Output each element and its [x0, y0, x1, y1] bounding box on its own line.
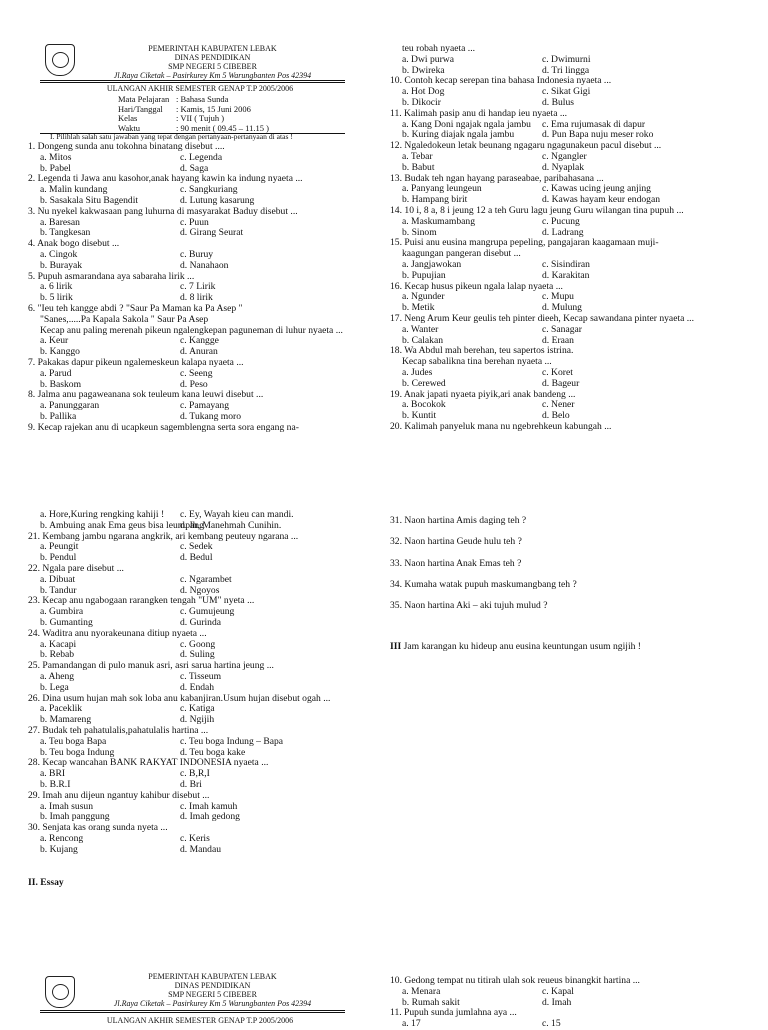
option-b: b. Kanggo [40, 346, 80, 358]
question-item [28, 390, 373, 422]
option-b: b. Tandur [40, 584, 77, 596]
essay-list [390, 516, 760, 622]
option-d: d. Girang Seurat [180, 227, 244, 239]
question-text: 2. Legenda ti Jawa anu kasohor,anak hayang kawin ka indung nyaeta ... [28, 173, 303, 185]
option-a: a. Dibuat [40, 573, 76, 585]
question-item [28, 423, 373, 434]
question-text: 28. Kecap wancahan BANK RAKYAT INDONESIA nyaeta ... [28, 757, 269, 769]
option-b: b. Sasakala Situ Bagendit [40, 194, 139, 206]
option-d: d. Ngoyos [180, 584, 220, 596]
question-text: 11. Kalimah pasip anu di handap ieu nyaeta ... [390, 107, 568, 119]
option-c: c. Sisindiran [542, 258, 590, 270]
option-d: d. Mandau [180, 843, 222, 855]
question-item [28, 304, 373, 358]
option-c: c. 7 Lirik [180, 281, 216, 293]
option-c: c. Sangkuriang [180, 184, 238, 196]
option-a: a. Bocokok [402, 399, 446, 411]
option-d: d. Belo [542, 410, 570, 422]
question-text: 14. 10 i, 8 a, 8 i jeung 12 a teh Guru lagu jeung Guru wilangan tina pupuh ... [390, 204, 684, 216]
question-text: Kecap sabalikna tina berehan nyaeta ... [402, 356, 552, 368]
option-c: c. Seeng [180, 367, 213, 379]
option-c: c. Gumujeung [180, 606, 235, 618]
question-item [28, 358, 373, 390]
option-d: d. Suling [180, 649, 215, 661]
question-item [390, 1008, 768, 1030]
question-text: 25. Pamandangan di pulo manuk asri, asri sarua hartina jeung ... [28, 660, 274, 672]
option-c: c. Pamayang [180, 400, 230, 412]
option-b: b. Dwireka [402, 64, 445, 76]
info-row: Kelas : VII ( Tujuh ) [118, 113, 225, 123]
answer-options [28, 575, 373, 597]
question-item [390, 314, 768, 346]
question-item [28, 239, 373, 271]
option-b: b. Burayak [40, 259, 83, 271]
answer-options [390, 217, 768, 239]
header-divider [40, 1012, 345, 1013]
option-c: c. B,R,I [180, 768, 210, 780]
questions-left-top [28, 142, 373, 434]
essay-question: 31. Naon hartina Amis daging teh ? [390, 515, 527, 526]
option-d: d. Bri [180, 778, 202, 790]
option-d: d. Ngijih [180, 714, 215, 726]
question-text: 26. Dina usum hujan mah sok loba anu kabanjiran.Usum hujan disebut ogah ... [28, 692, 331, 704]
option-c: c. Kapal [542, 985, 574, 997]
question-item [390, 141, 768, 173]
header-address: Jl.Raya Ciketak – Pasirkurey Km 5 Warungbanten Pos 42394 [113, 71, 312, 80]
question-text: 3. Nu nyekel kakwasaan pang luhurna di masyarakat Baduy disebut ... [28, 205, 298, 217]
question-item [28, 629, 373, 661]
question-text: 23. Kecap anu ngabogaan rarangken tengah "UM" nyeta ... [28, 595, 255, 607]
question-item [390, 44, 768, 76]
answer-options [28, 607, 373, 629]
info-row: Mata Pelajaran : Bahasa Sunda [118, 94, 229, 104]
option-b: b. Metik [402, 302, 435, 314]
answer-options [390, 55, 768, 77]
section3-number: III [390, 641, 402, 652]
option-a: a. Keur [40, 335, 69, 347]
question-text: 6. "Ieu teh kangge abdi ? "Saur Pa Maman ka Pa Asep " [28, 302, 243, 314]
answer-options [28, 336, 373, 358]
answer-options [28, 401, 373, 423]
header-line3: SMP NEGERI 5 CIBEBER [168, 62, 257, 71]
answer-options [28, 153, 373, 175]
option-b: b. Rumah sakit [402, 996, 460, 1008]
option-d: d. Bageur [542, 377, 580, 389]
question-item [28, 694, 373, 726]
question-text: 4. Anak bogo disebut ... [28, 238, 120, 250]
option-d: d. Anuran [180, 346, 218, 358]
answer-options [28, 834, 373, 856]
option-b: b. Pallika [40, 410, 77, 422]
answer-options [390, 184, 768, 206]
option-d: d. Bulus [542, 96, 574, 108]
option-c: c. Mupu [542, 291, 574, 303]
option-c: c. Keris [180, 832, 210, 844]
question-text: 8. Jalma anu pagaweanana sok teuleum kana leuwi disebut ... [28, 389, 264, 401]
question-text: 30. Senjata kas orang sunda nyeta ... [28, 822, 168, 834]
header-line2: DINAS PENDIDIKAN [174, 53, 251, 62]
question-text: 11. Pupuh sunda jumlahna aya ... [390, 1007, 517, 1019]
answer-options [390, 987, 768, 1009]
option-c: c. Ngangler [542, 150, 587, 162]
option-b: b. Cerewed [402, 377, 446, 389]
option-d: d. Gurinda [180, 616, 222, 628]
answer-options [390, 368, 768, 390]
option-c: c. Sanagar [542, 323, 582, 335]
answer-options [28, 672, 373, 694]
question-item [28, 823, 373, 855]
option-c: c. Pucung [542, 215, 580, 227]
option-a: a. Baresan [40, 216, 80, 228]
option-d: d. Pun Bapa nuju meser roko [542, 129, 654, 141]
option-c: c. Kawas ucing jeung anjing [542, 183, 651, 195]
option-a: a. Hot Dog [402, 86, 445, 98]
question-item [390, 282, 768, 314]
option-d: d. Peso [180, 378, 208, 390]
question-item [28, 510, 373, 532]
option-a: a. Cingok [40, 248, 78, 260]
option-c: c. Legenda [180, 151, 223, 163]
question-text: 16. Kecap husus pikeun ngala lalap nyaeta ... [390, 280, 563, 292]
exam-info [118, 95, 348, 133]
answer-options [28, 640, 373, 662]
answer-options [28, 218, 373, 240]
option-d: d. Bedul [180, 552, 213, 564]
answer-options [390, 292, 768, 314]
header-line3: SMP NEGERI 5 CIBEBER [168, 990, 257, 999]
essay-heading: II. Essay [28, 877, 64, 888]
question-text: 9. Kecap rajekan anu di ucapkeun sagemblengna serta sora engang na- [28, 421, 299, 433]
option-a: a. Parud [40, 367, 72, 379]
option-b: b. Calakan [402, 334, 444, 346]
exam-title: ULANGAN AKHIR SEMESTER GENAP T.P 2005/2006 [106, 84, 294, 93]
question-item [28, 207, 373, 239]
question-item [28, 758, 373, 790]
answer-options [28, 185, 373, 207]
option-c: c. Sikat Gigi [542, 86, 591, 98]
option-a: a. BRI [40, 768, 66, 780]
question-text: 19. Anak japati nyaeta piyik,ari anak bandeng ... [390, 388, 576, 400]
option-c: c. Nener [542, 399, 575, 411]
option-a: a. Aheng [40, 670, 75, 682]
question-text: 1. Dongeng sunda anu tokohna binatang disebut .... [28, 141, 225, 152]
option-a: a. Imah susun [40, 800, 94, 812]
option-a: a. Paceklik [40, 703, 83, 715]
question-item [390, 238, 768, 281]
question-text: 7. Pakakas dapur pikeun ngalemeskeun kalapa nyaeta ... [28, 356, 244, 368]
exam-title-bottom: ULANGAN AKHIR SEMESTER GENAP T.P 2005/2006 [106, 1016, 294, 1025]
option-d: d. Teu boga kake [180, 746, 246, 758]
question-item [28, 726, 373, 758]
question-item [390, 109, 768, 141]
answer-options [390, 120, 768, 142]
option-c: c. Sedek [180, 541, 213, 553]
essay-question: 34. Kumaha watak pupuh maskumangbang teh ? [390, 578, 577, 590]
question-item [28, 272, 373, 304]
option-d: d. Karakitan [542, 269, 590, 281]
option-c: c. Ema rujumasak di dapur [542, 118, 646, 130]
option-a: a. Peungit [40, 541, 79, 553]
info-row: Hari/Tanggal : Kamis, 15 Juni 2006 [118, 103, 251, 114]
question-item [28, 791, 373, 823]
section3-text: Jam karangan ku hideup anu eusina keuntungan usum ngijih ! [401, 641, 641, 652]
option-c: c. Ngarambet [180, 573, 232, 585]
option-b: b. Babut [402, 161, 435, 173]
essay-question: 32. Naon hartina Geude hulu teh ? [390, 536, 522, 548]
question-text: 21. Kembang jambu ngarana angkrik, ari kembang peuteuy ngarana ... [28, 530, 299, 542]
option-d: d. 8 lirik [180, 292, 213, 304]
question-text: 13. Budak teh ngan hayang paraseabae, paribahasana ... [390, 172, 604, 184]
answer-options [390, 152, 768, 174]
header-divider [40, 82, 345, 83]
option-c: c. Tisseum [180, 670, 222, 682]
option-a: a. Ngunder [402, 291, 445, 303]
option-d: d. Nyaplak [542, 161, 585, 173]
option-c: c. Imah kamuh [180, 800, 238, 812]
option-a: a. Kacapi [40, 638, 77, 650]
question-item [390, 174, 768, 206]
option-a: a. Panyang leungeun [402, 183, 482, 195]
questions-right-top [390, 44, 768, 433]
question-text: 20. Kalimah panyeluk mana nu ngebrehkeun kabungah ... [390, 420, 612, 432]
option-b: b. Gumanting [40, 616, 93, 628]
option-d: d. Ladrang [542, 226, 584, 238]
question-text: 27. Budak teh pahatulalis,pahatulalis hartina ... [28, 724, 209, 736]
header-address: Jl.Raya Ciketak – Pasirkurey Km 5 Warungbanten Pos 42394 [113, 999, 312, 1008]
option-d: d. Saga [180, 162, 209, 174]
option-b: b. B.R.I [40, 778, 71, 790]
option-d: d. Eraan [542, 334, 574, 346]
option-d: d. Imah [542, 996, 572, 1008]
answer-options [390, 400, 768, 422]
option-b: b. Imah panggung [40, 811, 110, 823]
option-a: a. 17 [402, 1018, 421, 1030]
option-b: b. Teu boga Indung [40, 746, 115, 758]
option-b: b. Baskom [40, 378, 82, 390]
question-text: 24. Waditra anu nyorakeunana ditiup nyaeta ... [28, 627, 207, 639]
option-a: a. Mitos [40, 151, 72, 163]
option-a: a. 6 lirik [40, 281, 73, 293]
option-d: d. Lutung kasarung [180, 194, 255, 206]
option-a: a. Hore,Kuring rengking kahiji ! [40, 509, 165, 520]
option-a: a. Judes [402, 366, 433, 378]
option-b: b. Sinom [402, 226, 437, 238]
answer-options [390, 260, 768, 282]
answer-options [390, 325, 768, 347]
question-text: 12. Ngaledokeun letak beunang ngagaru ngagunakeun pacul disebut ... [390, 140, 662, 152]
option-c: c. 15 [542, 1018, 561, 1030]
option-d: d. Tukang moro [180, 410, 242, 422]
option-b: b. Hampang birit [402, 194, 468, 206]
option-a: a. Maskumambang [402, 215, 476, 227]
header-divider [40, 80, 345, 81]
option-b: b. Lega [40, 681, 69, 693]
option-d: d. Mulung [542, 302, 582, 314]
option-b: b. Pendul [40, 552, 77, 564]
option-a: a. Malin kundang [40, 184, 108, 196]
option-a: a. Gumbira [40, 606, 84, 618]
option-a: a. Menara [402, 985, 441, 997]
question-item [390, 976, 768, 1008]
option-b: b. Kuntit [402, 410, 437, 422]
question-item [390, 390, 768, 422]
option-c: c. Teu boga Indung – Bapa [180, 735, 284, 747]
essay-question: 33. Naon hartina Anak Emas teh ? [390, 557, 522, 569]
option-a: a. Tebar [402, 150, 433, 162]
header-block [80, 44, 345, 80]
question-text: 5. Pupuh asmarandana aya sabaraha lirik ... [28, 270, 195, 282]
question-item [28, 174, 373, 206]
essay-question: 35. Naon hartina Aki – aki tujuh mulud ? [390, 600, 548, 612]
question-text: 10. Contoh kecap serepan tina bahasa Indonesia nyaeta ... [390, 75, 612, 87]
option-a: a. Dwi purwa [402, 53, 454, 65]
question-item [28, 564, 373, 596]
question-text: teu robah nyaeta ... [402, 43, 475, 54]
section3 [390, 642, 760, 653]
option-b: b. Pabel [40, 162, 71, 174]
option-b: b. Dikocir [402, 96, 441, 108]
question-item [28, 532, 373, 564]
option-b: b. 5 lirik [40, 292, 73, 304]
info-row: Waktu : 90 menit ( 09.45 – 11.15 ) [118, 122, 269, 133]
answer-options [28, 369, 373, 391]
answer-options [28, 282, 373, 304]
answer-options [28, 542, 373, 564]
option-b: b. Mamareng [40, 714, 92, 726]
option-c: c. Buruy [180, 248, 214, 260]
question-item [390, 346, 768, 389]
option-b: b. Kujang [40, 843, 78, 855]
option-b: b. Tangkesan [40, 227, 91, 239]
instruction: I. Pilihlah salah satu jawaban yang tepat dengan pertanyaan-pertanyaan di atas ! [50, 132, 293, 141]
questions-bottom-right [390, 976, 768, 1030]
header-line1: PEMERINTAH KABUPATEN LEBAK [148, 972, 277, 981]
question-text: Kecap anu paling merenah pikeun ngalengkepan paguneman di luhur nyaeta ... [40, 324, 343, 336]
option-b: b. Ambuing anak Ema geus bisa leumpang [40, 519, 204, 531]
school-logo-icon [45, 976, 75, 1008]
option-c: c. Dwimurni [542, 53, 591, 65]
answer-options [28, 510, 373, 532]
answer-options [28, 802, 373, 824]
option-c: c. Koret [542, 366, 573, 378]
option-d: d. Ih, Manehmah Cunihin. [180, 519, 282, 531]
question-item [28, 142, 373, 174]
option-c: c. Puun [180, 216, 209, 228]
option-d: d. Imah gedong [180, 811, 240, 823]
option-a: a. Jangjawokan [402, 258, 462, 270]
question-text: "Sanes,.....Pa Kapala Sakola " Saur Pa Asep [40, 313, 209, 325]
header-line1: PEMERINTAH KABUPATEN LEBAK [148, 44, 277, 53]
option-c: c. Goong [180, 638, 216, 650]
option-a: a. Kang Doni ngajak ngala jambu [402, 118, 531, 130]
option-b: b. Rebab [40, 649, 75, 661]
header-divider [40, 1010, 345, 1011]
option-b: b. Pupujian [402, 269, 446, 281]
question-text: 29. Imah anu dijeun ngantuy kahibur disebut ... [28, 789, 210, 801]
answer-options [390, 87, 768, 109]
question-item [28, 596, 373, 628]
answer-options [28, 704, 373, 726]
question-text: kaagungan pangeran disebut ... [402, 248, 521, 260]
header-block-bottom [80, 972, 345, 1008]
option-c: c. Kangge [180, 335, 219, 347]
question-item [390, 76, 768, 108]
option-d: d. Kawas hayam keur endogan [542, 194, 661, 206]
question-text: 18. Wa Abdul mah berehan, teu sapertos istrina. [390, 345, 574, 357]
option-c: c. Katiga [180, 703, 215, 715]
option-a: a. Panunggaran [40, 400, 100, 412]
option-c: c. Ey, Wayah kieu can mandi. [180, 509, 294, 520]
school-logo-icon [45, 44, 75, 76]
option-d: d. Tri lingga [542, 64, 590, 76]
question-item [28, 661, 373, 693]
option-a: a. Rencong [40, 832, 84, 844]
option-b: b. Kuring diajak ngala jambu [402, 129, 515, 141]
answer-options [28, 737, 373, 759]
question-text: 17. Neng Arum Keur geulis teh pinter dieeh, Kecap sawandana pinter nyaeta ... [390, 312, 694, 324]
option-a: a. Teu boga Bapa [40, 735, 107, 747]
question-item [390, 422, 768, 433]
question-item [390, 206, 768, 238]
questions-left-bottom [28, 510, 373, 856]
answer-options [28, 250, 373, 272]
option-d: d. Nanahaon [180, 259, 229, 271]
option-a: a. Wanter [402, 323, 439, 335]
header-line2: DINAS PENDIDIKAN [174, 981, 251, 990]
answer-options [28, 769, 373, 791]
question-text: 15. Puisi anu eusina mangrupa pepeling, pangajaran kaagamaan muji- [390, 237, 659, 249]
option-d: d. Endah [180, 681, 215, 693]
answer-options [390, 1019, 768, 1030]
question-text: 22. Ngala pare disebut ... [28, 562, 124, 574]
question-text: 10. Gedong tempat nu titirah ulah sok reueus binangkit hartina ... [390, 975, 640, 986]
